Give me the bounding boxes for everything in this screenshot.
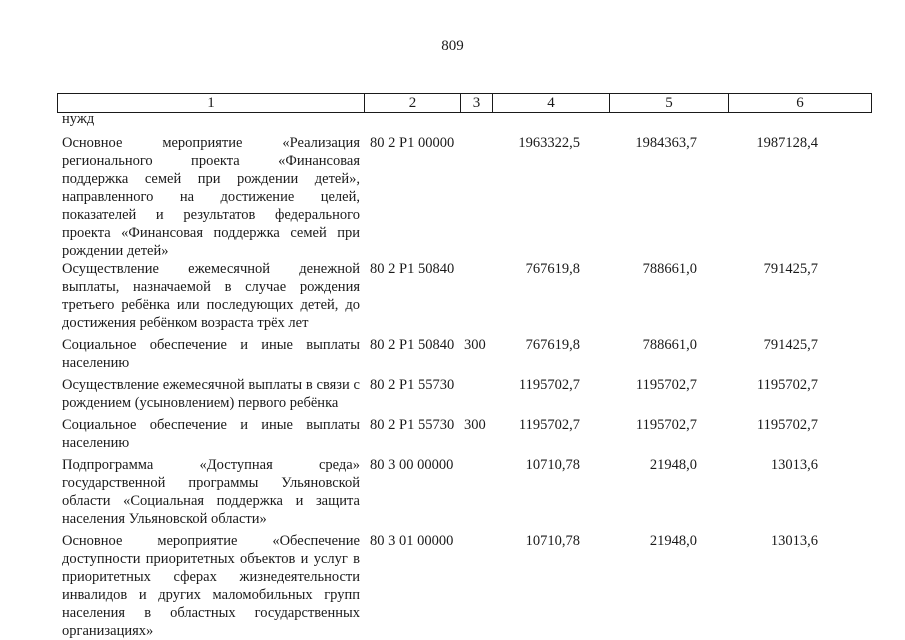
table-row	[62, 260, 862, 332]
row-value-6: 791425,7	[763, 337, 818, 353]
row-value-6: 13013,6	[770, 457, 818, 473]
row-code: 80 2 P1 50840	[370, 261, 455, 277]
table-body	[62, 112, 862, 640]
row-value-5: 21948,0	[649, 457, 697, 473]
table-row	[62, 336, 862, 372]
row-value-4: 767619,8	[525, 337, 580, 353]
row-value-5: 788661,0	[642, 337, 697, 353]
row-name: Осуществление ежемесячной денежной выплаты, назначаемой в случае рождения третьего ребёнка или последующих детей, до достижения ребёнком возраста трёх лет	[62, 261, 360, 331]
row-name: Социальное обеспечение и иные выплаты населению	[62, 417, 360, 451]
row-value-5: 21948,0	[649, 533, 697, 549]
row-name: Социальное обеспечение и иные выплаты населению	[62, 337, 360, 371]
column-header-5: 5	[610, 94, 729, 112]
table-row	[62, 416, 862, 452]
row-code: 80 2 P1 55730	[370, 377, 455, 393]
row-value-5: 788661,0	[642, 261, 697, 277]
row-value-4: 10710,78	[525, 533, 580, 549]
row-code: 80 2 P1 00000	[370, 135, 455, 151]
row-code: 80 2 P1 55730	[370, 417, 455, 433]
row-value-4: 767619,8	[525, 261, 580, 277]
continuation-text: нужд	[62, 111, 95, 127]
column-header-2: 2	[365, 94, 461, 112]
table-row	[62, 134, 862, 260]
row-name: Подпрограмма «Доступная среда» государственной программы Ульяновской области «Социальная поддержка и защита населения Ульяновской области»	[62, 457, 360, 527]
row-code: 80 2 P1 50840	[370, 337, 455, 353]
row-name: Основное мероприятие «Обеспечение доступности приоритетных объектов и услуг в приоритетных сферах жизнедеятельности инвалидов и других маломобильных групп населения в областных государственных организациях»	[62, 533, 360, 639]
row-value-6: 1195702,7	[756, 377, 818, 393]
row-value-4: 1195702,7	[518, 377, 580, 393]
row-value-4: 1195702,7	[518, 417, 580, 433]
row-value-6: 1987128,4	[756, 135, 818, 151]
table-row	[62, 376, 862, 412]
table-row	[62, 456, 862, 528]
row-value-4: 10710,78	[525, 457, 580, 473]
page-number: 809	[441, 38, 464, 54]
column-header-4: 4	[493, 94, 610, 112]
table-row	[62, 532, 862, 640]
row-value-6: 791425,7	[763, 261, 818, 277]
column-header-3: 3	[461, 94, 493, 112]
row-value-6: 13013,6	[770, 533, 818, 549]
column-header-6: 6	[796, 95, 804, 111]
table-header	[57, 93, 872, 113]
row-kvr: 300	[464, 417, 486, 433]
row-code: 80 3 00 00000	[370, 457, 454, 473]
row-value-6: 1195702,7	[756, 417, 818, 433]
column-header-1: 1	[58, 94, 365, 112]
row-value-5: 1195702,7	[635, 377, 697, 393]
row-value-5: 1195702,7	[635, 417, 697, 433]
row-value-4: 1963322,5	[518, 135, 580, 151]
row-name: Основное мероприятие «Реализация регионального проекта «Финансовая поддержка семей при рождении детей», направленного на достижение целей, показателей и результатов федерального проекта «Финансовая поддержка семей при рождении детей»	[62, 135, 360, 259]
row-name: Осуществление ежемесячной выплаты в связи с рождением (усыновлением) первого ребёнка	[62, 377, 360, 411]
row-kvr: 300	[464, 337, 486, 353]
row-value-5: 1984363,7	[635, 135, 697, 151]
row-code: 80 3 01 00000	[370, 533, 454, 549]
